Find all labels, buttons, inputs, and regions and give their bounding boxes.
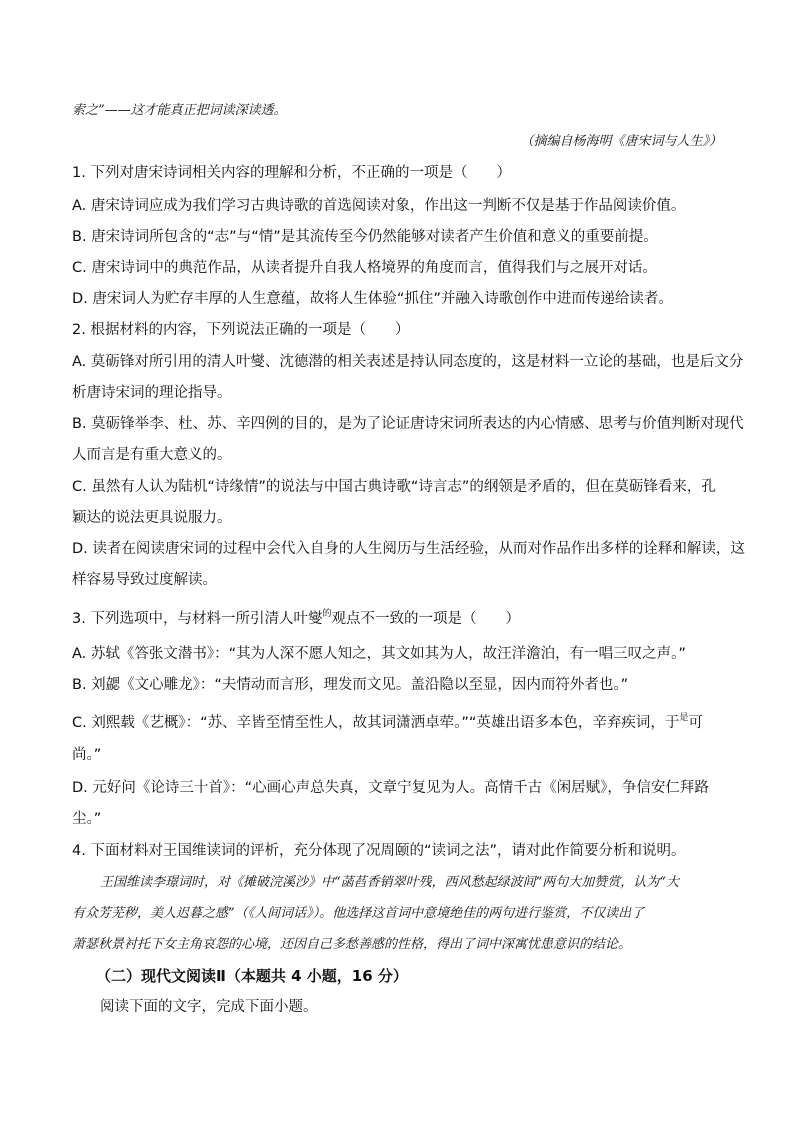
section-heading: （二）现代文阅读Ⅱ（本题共 4 小题，16 分）	[96, 967, 408, 985]
question-3-option-a: A. 苏轼《答张文潜书》：“其为人深不愿人知之，其文如其为人，故汪洋澹泊，有一唱三叹之声。”	[72, 646, 686, 662]
question-3-stem	[72, 608, 520, 632]
question-2-stem: 2. 根据材料的内容，下列说法正确的一项是（ ）	[72, 322, 410, 338]
section-instruction: 阅读下面的文字，完成下面小题。	[100, 999, 318, 1015]
question-2-option-a-line2: 析唐诗宋词的理论指导。	[72, 385, 232, 401]
question-1-stem: 1. 下列对唐宋诗词相关内容的理解和分析，不正确的一项是（ ）	[72, 165, 511, 181]
question-3-option-c-text: C. 刘熙载《艺概》：“苏、辛皆至情至性人，故其词潇洒卓荦。”“英雄出语多本色，辛弃疾词，于	[72, 715, 680, 731]
question-3-option-c-line2: 尚。”	[72, 747, 102, 763]
question-1-option-a: A. 唐宋诗词应成为我们学习古典诗歌的首选阅读对象，作出这一判断不仅是基于作品阅读价值。	[72, 198, 686, 214]
question-1-option-d: D. 唐宋词人为贮存丰厚的人生意蕴，故将人生体验“抓住”并融入诗歌创作中进而传递给读者。	[72, 291, 673, 307]
intro-closing-line: 索之”——这才能真正把词读深读透。	[72, 103, 287, 118]
question-4-material-line2: 有众芳芜秽，美人迟暮之感”（《人间词话》）。他选择这首词中意境绝佳的两句进行鉴赏，不仅读出了	[72, 906, 645, 921]
question-3-option-c-line1	[72, 712, 703, 736]
question-2-option-c-line2: 颖达的说法更具说服力。	[72, 510, 232, 526]
question-3-stem-part1: 3. 下列选项中，与材料一所引清人叶燮	[72, 611, 323, 627]
question-2-option-b-line2: 人而言是有重大意义的。	[72, 447, 232, 463]
source-citation: （摘编自杨海明《唐宋词与人生》）	[520, 134, 722, 149]
question-1-option-c: C. 唐宋诗词中的典范作品，从读者提升自我人格境界的角度而言，值得我们与之展开对话。	[72, 260, 657, 276]
question-4-material-line1: 王国维读李璟词时，对《摊破浣溪沙》中“菡萏香销翠叶残，西风愁起绿波间”两句大加赞赏，认为“大	[100, 875, 679, 890]
question-4-material-line3: 萧瑟秋景衬托下女主角哀怨的心境，还因自己多愁善感的性格，得出了词中深寓忧患意识的结论。	[72, 937, 632, 952]
question-3-option-d-line1: D. 元好问《论诗三十首》：“心画心声总失真，文章宁复见为人。高情千古《闲居赋》，争信安仁拜路	[72, 780, 709, 796]
question-3-option-d-line2: 尘。”	[72, 811, 102, 827]
question-3-stem-part2: 观点不一致的一项是（ ）	[331, 611, 520, 627]
question-2-option-d-line2: 样容易导致过度解读。	[72, 572, 217, 588]
question-3-option-c-tail: 可	[688, 715, 703, 731]
question-1-option-b: B. 唐宋诗词所包含的“志”与“情”是其流传至今仍然能够对读者产生价值和意义的重要前提。	[72, 229, 658, 245]
question-3-stem-superscript: 的	[322, 609, 332, 619]
question-3-option-c-superscript: 是	[679, 713, 689, 723]
question-2-option-a-line1: A. 莫砺锋对所引用的清人叶燮、沈德潜的相关表述是持认同态度的，这是材料一立论的基础，也是后文分	[72, 354, 744, 370]
question-3-option-b: B. 刘勰《文心雕龙》：“夫情动而言形，理发而文见。盖沿隐以至显，因内而符外者也。”	[72, 677, 629, 693]
question-4-stem: 4. 下面材料对王国维读词的评析，充分体现了况周颐的“读词之法”，请对此作简要分析和说明。	[72, 843, 686, 859]
question-2-option-b-line1: B. 莫砺锋举李、杜、苏、辛四例的目的，是为了论证唐诗宋词所表达的内心情感、思考与价值判断对现代	[72, 416, 744, 432]
question-2-option-d-line1: D. 读者在阅读唐宋词的过程中会代入自身的人生阅历与生活经验，从而对作品作出多样的诠释和解读，这	[72, 541, 745, 557]
question-2-option-c-line1: C. 虽然有人认为陆机“诗缘情”的说法与中国古典诗歌“诗言志”的纲领是矛盾的，但在莫砺锋看来，孔	[72, 479, 716, 495]
